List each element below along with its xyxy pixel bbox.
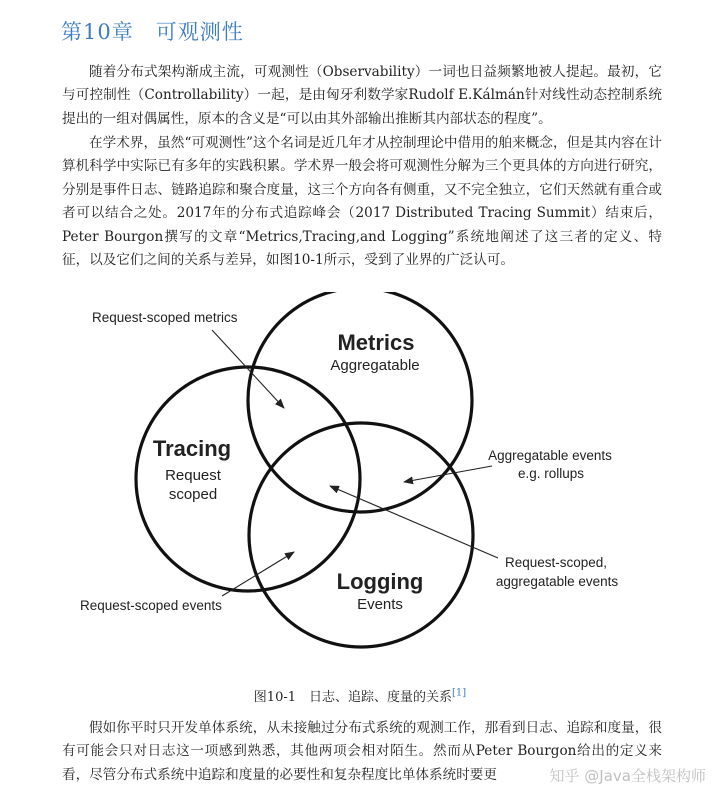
venn-diagram: [72, 292, 662, 652]
logging-subtitle: Events: [357, 596, 403, 613]
logging-title: Logging: [336, 569, 424, 594]
tracing-subtitle-line1: Request: [165, 467, 221, 484]
annotation-aggregatable-events-line1: Aggregatable events: [488, 448, 612, 463]
figure-caption-text: 图10-1 日志、追踪、度量的关系: [253, 690, 453, 705]
venn-diagram-svg: [72, 292, 662, 652]
annotation-request-scoped-aggregatable-line2: aggregatable events: [495, 574, 619, 589]
metrics-title: Metrics: [337, 330, 415, 355]
logging-circle: [249, 423, 473, 647]
paragraph-monolith: 假如你平时只开发单体系统，从未接触过分布式系统的观测工作，那看到日志、追踪和度量，很有可能会只对日志这一项感到熟悉，其他两项会相对陌生。然而从Peter Bourgon给出的定义来看，尽管分布式系统中追踪和度量的必要性和复杂程度比单体系统时要更: [62, 720, 662, 783]
metrics-subtitle: Aggregatable: [330, 357, 420, 374]
chapter-title: 第10章 可观测性: [61, 20, 244, 44]
annotation-request-scoped-metrics: Request-scoped metrics: [92, 310, 238, 325]
figure-footnote-ref[interactable]: [1]: [452, 687, 467, 699]
tracing-subtitle-line2: scoped: [168, 486, 218, 503]
figure-caption: [0, 686, 720, 705]
watermark: 知乎 @Java全栈架构师: [549, 767, 706, 785]
annotation-request-scoped-events: Request-scoped events: [80, 598, 222, 613]
tracing-title: Tracing: [152, 436, 232, 461]
paragraph-intro: 随着分布式架构渐成主流，可观测性（Observability）一词也日益频繁地被人提起。最初，它与可控制性（Controllability）一起，是由匈牙利数学家Rudolf E.Kálmán针对线性动态控制系统提出的一组对偶属性，原本的含义是“可以由其外部输出推断其内部状态的程度”。: [62, 64, 662, 127]
annotation-request-scoped-aggregatable-line1: Request-scoped,: [504, 555, 608, 570]
annotation-aggregatable-events-line2: e.g. rollups: [517, 466, 585, 481]
paragraph-academia: 在学术界，虽然“可观测性”这个名词是近几年才从控制理论中借用的舶来概念，但是其内容在计算机科学中实际已有多年的实践积累。学术界一般会将可观测性分解为三个更具体的方向进行研究，分别是事件日志、链路追踪和聚合度量，这三个方向各有侧重，又不完全独立，它们天然就有重合或者可以结合之处。2017年的分布式追踪峰会（2017 Distributed Tracing Summit）结束后，Peter Bourgon撰写的文章“Metrics,Tracing,and Logging”系统地阐述了这三者的定义、特征，以及它们之间的关系与差异，如图10-1所示，受到了业界的广泛认可。: [62, 135, 662, 269]
